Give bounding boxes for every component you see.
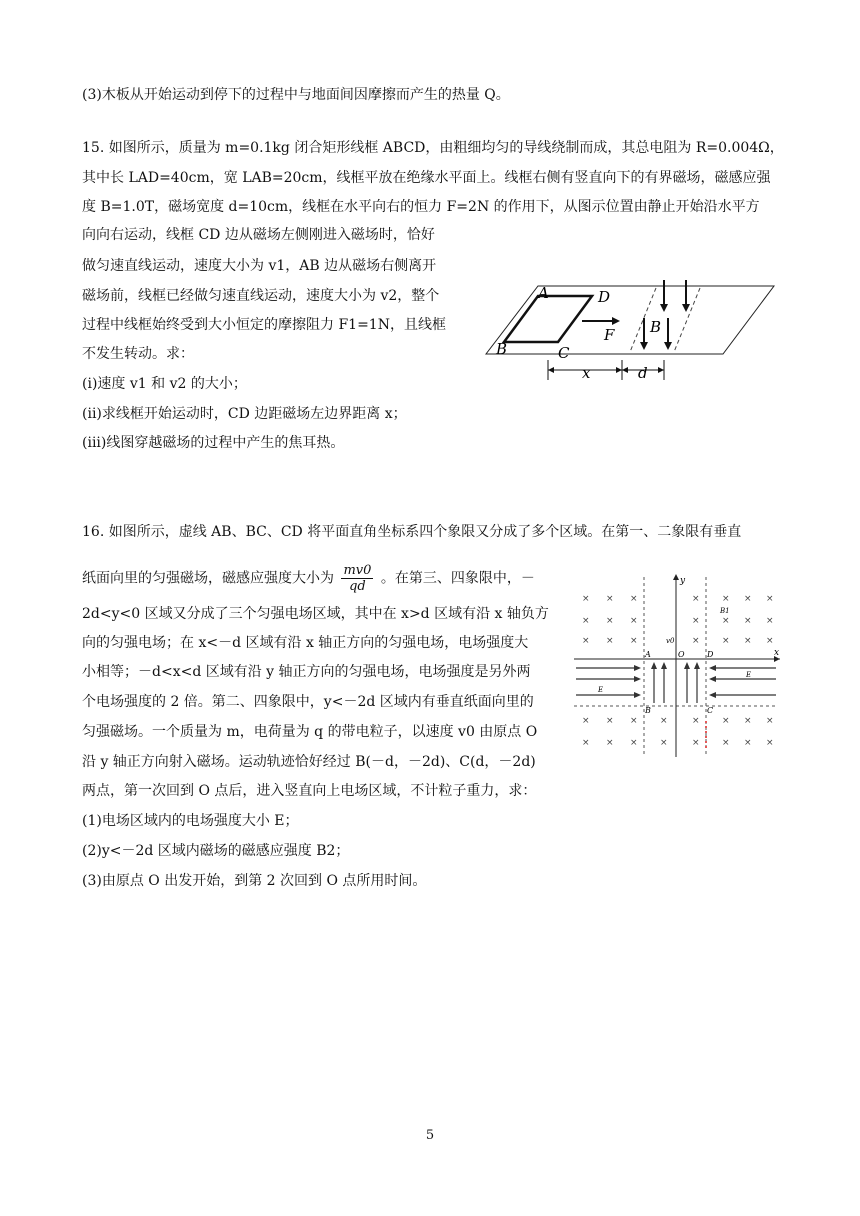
point-a-label: A — [645, 650, 651, 659]
field-cross: × — [722, 738, 730, 748]
q15-line-2: 其中长 LAD=40cm，宽 LAB=20cm，线框平放在绝缘水平面上。线框右侧有竖直向下的有界磁场，磁感应强 — [82, 170, 771, 186]
q16-line-6: 个电场强度的 2 倍。第二、四象限中，y<－2d 区域内有垂直纸面向里的 — [82, 694, 534, 710]
field-cross: × — [582, 636, 590, 646]
point-c-label: C — [707, 706, 714, 715]
field-cross: × — [766, 594, 774, 604]
field-cross: × — [744, 594, 752, 604]
field-cross: × — [692, 616, 700, 626]
field-cross: × — [692, 738, 700, 748]
field-cross: × — [582, 616, 590, 626]
q15-line-6: 磁场前，线框已经做匀速直线运动，速度大小为 v2，整个 — [82, 288, 440, 304]
field-cross: × — [744, 616, 752, 626]
fraction-denominator: qd — [349, 579, 366, 594]
field-cross: × — [606, 636, 614, 646]
label-c: C — [558, 344, 570, 362]
field-cross: × — [582, 594, 590, 604]
field-cross: × — [630, 738, 638, 748]
field-cross: × — [766, 738, 774, 748]
field-cross: × — [630, 636, 638, 646]
q15-line-3: 度 B=1.0T，磁场宽度 d=10cm，线框在水平向右的恒力 F=2N 的作用下，从图示位置由静止开始沿水平方 — [82, 199, 760, 215]
field-cross: × — [744, 636, 752, 646]
q15-line-5: 做匀速直线运动，速度大小为 v1，AB 边从磁场右侧离开 — [82, 258, 437, 274]
frame-abcd — [504, 296, 592, 342]
label-f: F — [604, 326, 615, 344]
label-x: x — [582, 364, 591, 382]
fraction — [341, 563, 373, 594]
q15-line-4: 向向右运动，线框 CD 边从磁场左侧刚进入磁场时，恰好 — [82, 227, 435, 243]
field-cross: × — [630, 716, 638, 726]
field-cross: × — [660, 716, 668, 726]
point-d-label: D — [707, 650, 714, 659]
q16-line-2 — [82, 563, 535, 594]
field-cross: × — [660, 738, 668, 748]
q16-sub-1: (1)电场区域内的电场强度大小 E； — [82, 813, 299, 829]
field-cross: × — [692, 716, 700, 726]
magnetic-field-crosses — [582, 594, 774, 748]
q15-sub-1: (i)速度 v1 和 v2 的大小； — [82, 376, 247, 392]
q16-line-7: 匀强磁场。一个质量为 m，电荷量为 q 的带电粒子，以速度 v0 由原点 O — [82, 724, 538, 740]
label-b: B — [496, 340, 508, 358]
field-cross: × — [744, 716, 752, 726]
q16-line-1: 16. 如图所示，虚线 AB、BC、CD 将平面直角坐标系四个象限又分成了多个区域。在第一、二象限有垂直 — [82, 524, 742, 540]
label-d: D — [598, 288, 611, 306]
field-cross: × — [766, 716, 774, 726]
e-right-label: E — [746, 671, 752, 679]
field-cross: × — [630, 594, 638, 604]
field-cross: × — [582, 738, 590, 748]
q16-line-3: 2d<y<0 区域又分成了三个匀强电场区域，其中在 x>d 区域有沿 x 轴负方 — [82, 606, 549, 622]
b1-label: B1 — [720, 607, 730, 615]
field-cross: × — [606, 716, 614, 726]
q16-line-5: 小相等；－d<x<d 区域有沿 y 轴正方向的匀强电场，电场强度是另外两 — [82, 664, 531, 680]
fraction-numerator: mv0 — [343, 563, 372, 578]
label-field-b: B — [650, 318, 662, 336]
field-cross: × — [630, 616, 638, 626]
q15-line-1: 15. 如图所示，质量为 m=0.1kg 闭合矩形线框 ABCD，由粗细均匀的导线绕制而成，其总电阻为 R=0.004Ω， — [82, 140, 784, 156]
q15-line-8: 不发生转动。求： — [82, 346, 194, 362]
q16-sub-3: (3)由原点 O 出发开始，到第 2 次回到 O 点所用时间。 — [82, 873, 427, 889]
q16-line-8: 沿 y 轴正方向射入磁场。运动轨迹恰好经过 B(－d，－2d)、C(d，－2d) — [82, 754, 536, 770]
field-cross: × — [722, 636, 730, 646]
q16-line-9: 两点，第一次回到 O 点后，进入竖直向上电场区域，不计粒子重力，求： — [82, 783, 537, 799]
q15-figure — [478, 268, 780, 386]
field-cross: × — [722, 616, 730, 626]
field-cross: × — [692, 636, 700, 646]
axis-y-label: y — [680, 576, 686, 586]
v0-label: v0 — [666, 637, 675, 645]
q15-sub-2: (ii)求线框开始运动时，CD 边距磁场左边界距离 x； — [82, 406, 407, 422]
field-cross: × — [766, 636, 774, 646]
field-cross: × — [722, 594, 730, 604]
label-a: A — [538, 284, 549, 302]
field-cross: × — [606, 616, 614, 626]
field-cross: × — [722, 716, 730, 726]
field-cross: × — [606, 738, 614, 748]
field-cross: × — [582, 716, 590, 726]
point-b-label: B — [645, 706, 651, 715]
q15-line-7: 过程中线框始终受到大小恒定的摩擦阻力 F1=1N，且线框 — [82, 317, 446, 333]
field-cross: × — [606, 594, 614, 604]
q16-line-2-post: 。在第三、四象限中，－ — [380, 570, 535, 587]
page-number: 5 — [425, 1128, 435, 1143]
q16-figure — [570, 573, 782, 759]
q14-part3: (3)木板从开始运动到停下的过程中与地面间因摩擦而产生的热量 Q。 — [82, 87, 510, 103]
label-d-width: d — [638, 364, 648, 382]
q16-line-4: 向的匀强电场；在 x<－d 区域有沿 x 轴正方向的匀强电场，电场强度大 — [82, 635, 529, 651]
q16-line-2-pre: 纸面向里的匀强磁场，磁感应强度大小为 — [82, 570, 334, 587]
field-cross: × — [692, 594, 700, 604]
origin-label: O — [678, 650, 685, 659]
field-cross: × — [744, 738, 752, 748]
q15-sub-3: (iii)线图穿越磁场的过程中产生的焦耳热。 — [82, 435, 345, 451]
q16-sub-2: (2)y<－2d 区域内磁场的磁感应强度 B2； — [82, 843, 350, 859]
e-left-label: E — [598, 686, 604, 694]
axis-x-label: x — [774, 648, 780, 658]
field-cross: × — [766, 616, 774, 626]
